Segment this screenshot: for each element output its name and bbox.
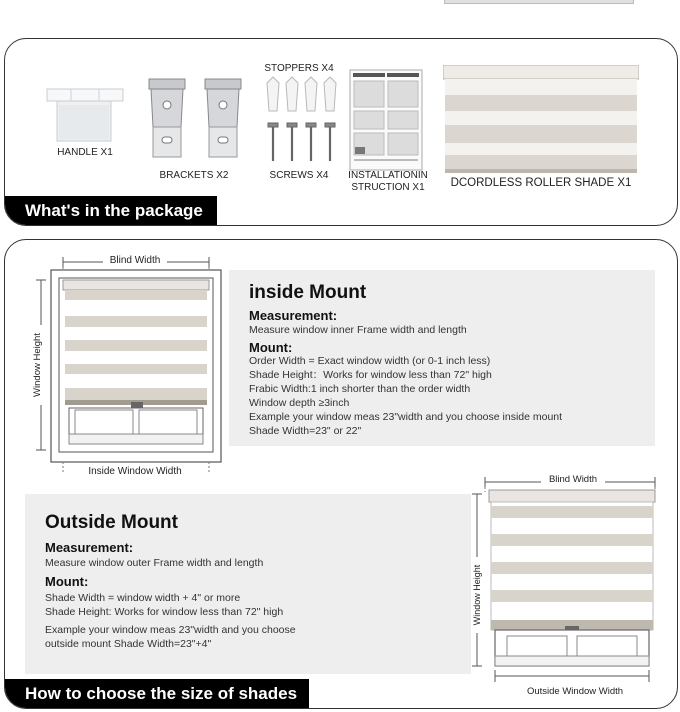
- package-contents-panel: [4, 38, 678, 226]
- installation-label-line1: INSTALLATIONIN: [348, 170, 428, 181]
- inside-mount-text-block: [229, 270, 655, 446]
- outside-mount-title: Outside Mount: [45, 512, 178, 533]
- outside-measurement-heading: Measurement:: [45, 540, 134, 555]
- outside-mount-heading: Mount:: [45, 574, 89, 589]
- inside-line-shade-width: Shade Width=23" or 22": [249, 425, 362, 437]
- inside-blind-width-label: Blind Width: [103, 255, 167, 266]
- inside-line-shade-height: Shade Height：Works for window less than 72" high: [249, 369, 492, 381]
- installation-label-line2: STRUCTION X1: [351, 182, 425, 193]
- outside-mount-lines: [45, 591, 283, 619]
- outside-window-height-label: Window Height: [472, 557, 486, 633]
- outside-mount-diagram: [467, 470, 667, 706]
- outside-measurement-text: Measure window outer Frame width and length: [45, 557, 264, 569]
- inside-measurement-text: Measure window inner Frame width and length: [249, 324, 467, 336]
- stoppers-and-screws-image: [259, 75, 341, 165]
- roller-shade-label: DCORDLESS ROLLER SHADE X1: [450, 177, 632, 189]
- inside-mount-lines: [249, 354, 562, 438]
- outside-blind-width-label: Blind Width: [541, 474, 605, 485]
- handle-image: [41, 81, 129, 147]
- outside-mount-text-block: [25, 494, 471, 674]
- inside-mount-diagram: [29, 250, 225, 476]
- inside-window-width-label: Inside Window Width: [88, 466, 182, 477]
- inside-line-fabric-width: Frabic Width:1 inch shorter than the order width: [249, 383, 471, 395]
- brackets-label: BRACKETS X2: [159, 170, 229, 181]
- stoppers-label: STOPPERS X4: [264, 63, 334, 74]
- size-guide-panel: [4, 239, 678, 709]
- outside-example-line1: Example your window meas 23"width and you choose: [45, 624, 296, 636]
- inside-line-example: Example your window meas 23"width and you choose inside mount: [249, 411, 563, 423]
- installation-label: [341, 170, 435, 194]
- handle-label: HANDLE X1: [57, 147, 113, 158]
- screws-label: SCREWS X4: [269, 170, 329, 181]
- outside-line-shade-width: Shade Width = window width + 4" or more: [45, 592, 241, 604]
- outside-window-width-label: Outside Window Width: [515, 686, 635, 697]
- outside-line-shade-height: Shade Height: Works for window less than 72" high: [45, 606, 284, 618]
- inside-mount-heading: Mount:: [249, 340, 293, 355]
- top-edge-fragment: [444, 0, 634, 4]
- roller-shade-image: [443, 65, 639, 175]
- inside-window-height-label: Window Height: [32, 325, 46, 405]
- inside-measurement-heading: Measurement:: [249, 308, 338, 323]
- brackets-image: [143, 75, 247, 159]
- instruction-sheet-image: [349, 69, 423, 171]
- inside-mount-title: inside Mount: [249, 282, 367, 303]
- inside-line-window-depth: Window depth ≥3inch: [249, 397, 350, 409]
- outside-example: [45, 623, 296, 651]
- outside-example-line2: outside mount Shade Width=23"+4": [45, 638, 212, 650]
- inside-line-order-width: Order Width = Exact window width (or 0-1 inch less): [249, 355, 491, 367]
- size-guide-banner: How to choose the size of shades: [5, 679, 309, 709]
- package-banner: What's in the package: [5, 196, 217, 226]
